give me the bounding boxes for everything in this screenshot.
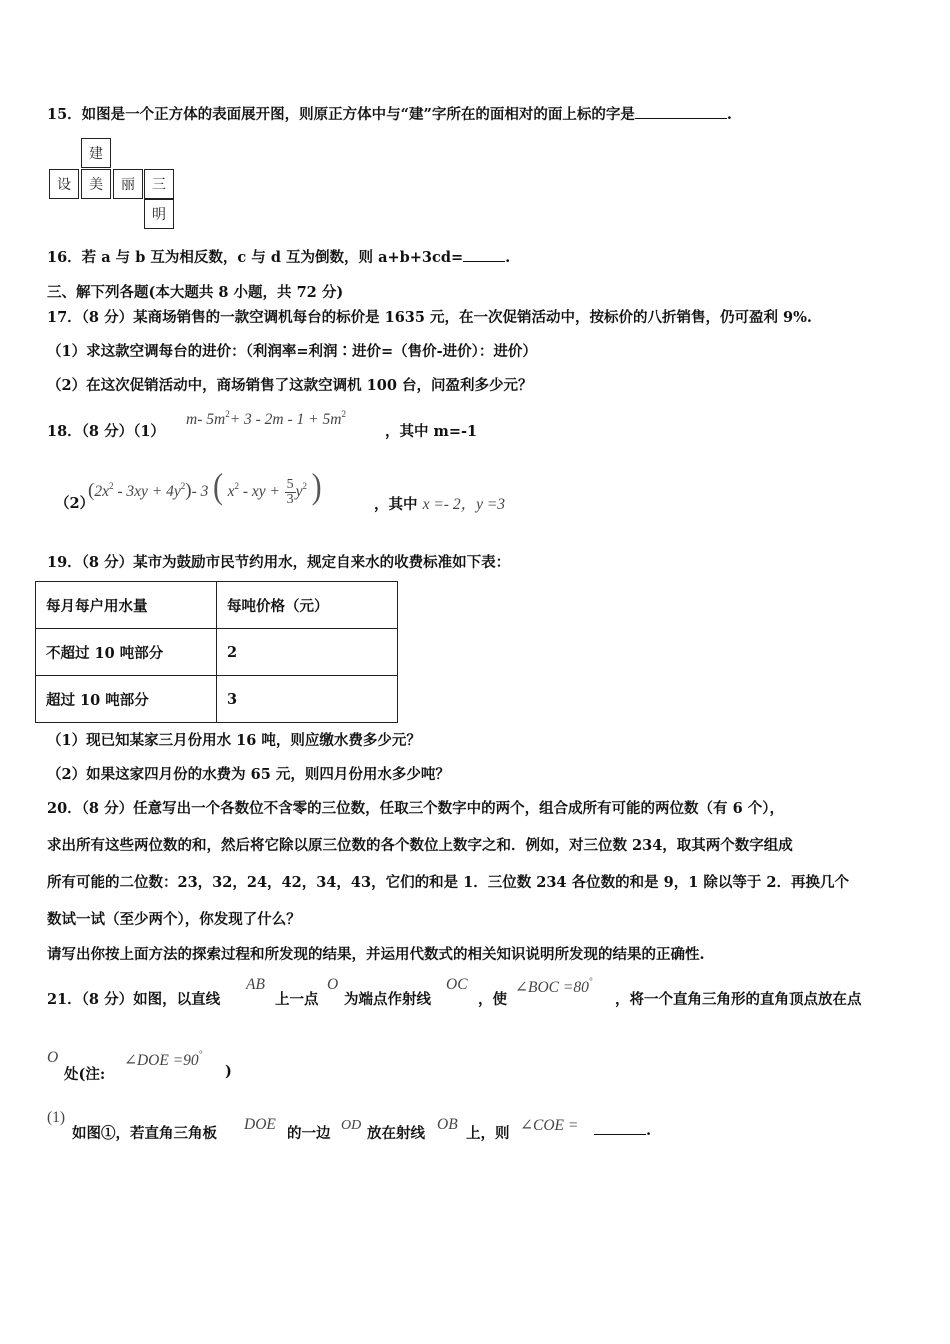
q18-expression-2: $(2x^2 - 3xy + 4y^2)-$ 3 ( $x^2$ - xy + $\frac{5}{3}y^2$ )	[88, 466, 322, 507]
table-cell: 3	[217, 676, 398, 723]
q17-part-2: （2）在这次促销活动中，商场销售了这款空调机 100 台，问盈利多少元？	[47, 377, 533, 394]
q21-angle-BOC: ∠BOC =80°	[515, 976, 593, 996]
q21-sub-number: (1)	[47, 1109, 66, 1126]
q19-part-2: （2）如果这家四月份的水费为 65 元，则四月份用水多少吨？	[47, 766, 450, 783]
q18-expression-1: m- $5m^2+ 3 - 2m - 1 + 5m^2$	[186, 409, 346, 428]
net-cell-san: 三	[144, 169, 174, 199]
net-cell-jian: 建	[81, 138, 111, 168]
table-header-cell: 每吨价格（元）	[217, 582, 398, 629]
q21-stem-a: 21．（8 分）如图，以直线	[47, 991, 221, 1008]
table-cell: 2	[217, 629, 398, 676]
q21-sub-b: 的一边	[287, 1125, 331, 1142]
q21-angle-DOE: ∠DOE =90°	[124, 1049, 203, 1069]
q21-line-AB: AB	[246, 976, 265, 993]
q21-sub-d: 上，则	[466, 1125, 510, 1142]
q20-line-3: 所有可能的二位数：23，32，24，42，34，43，它们的和是 1．三位数 234 各位数的和是 9，1 除以等于 2．再换几个	[47, 874, 849, 891]
table-cell: 不超过 10 吨部分	[36, 629, 217, 676]
q21-point-O-2: O	[47, 1049, 59, 1066]
table-cell: 超过 10 吨部分	[36, 676, 217, 723]
q21-side-OD: OD	[341, 1118, 362, 1133]
q20-line-4: 数试一试（至少两个），你发现了什么？	[47, 911, 301, 928]
q21-sub-a: 如图①，若直角三角板	[72, 1125, 217, 1142]
q20-line-1: 20．（8 分）任意写出一个各数位不含零的三位数，任取三个数字中的两个，组合成所有可能的两位数（有 6 个），	[47, 800, 784, 817]
q21-ray-OB: OB	[437, 1116, 458, 1133]
q19-stem: 19．（8 分）某市为鼓励市民节约用水，规定自来水的收费标准如下表：	[47, 554, 511, 571]
q21-point-O: O	[327, 976, 339, 993]
table-row	[36, 629, 398, 676]
q15-stem: 15．如图是一个正方体的表面展开图，则原正方体中与“建”字所在的面相对的面上标的字是 .	[47, 106, 732, 123]
q20-line-2: 求出所有这些两位数的和，然后将它除以原三位数的各个数位上数字之和．例如，对三位数 234，取其两个数字组成	[47, 837, 793, 854]
q15-answer-blank	[635, 106, 727, 119]
table-header-row	[36, 582, 398, 629]
fraction-5-3: $\frac{5}{3}$	[286, 476, 294, 507]
q21-answer-blank	[594, 1122, 646, 1135]
q21-ray-OC: OC	[446, 976, 468, 993]
q21-stem-d: ，使	[478, 991, 507, 1008]
q18-label: 18．（8 分）（1）	[47, 423, 165, 440]
q18-condition-1: ，其中 m=-1	[385, 423, 478, 440]
q18-label-2: （2）	[55, 495, 95, 512]
q21-stem-e: ，将一个直角三角形的直角顶点放在点	[615, 991, 862, 1008]
q21-triangle-DOE: DOE	[244, 1116, 276, 1133]
table-row	[36, 676, 398, 723]
q21-note-a: 处(注:	[64, 1066, 106, 1083]
q18-condition-2: ，其中 x =- 2，y =3	[374, 496, 506, 513]
section-3-title: 三、解下列各题(本大题共 8 小题，共 72 分)	[47, 284, 344, 301]
q21-angle-COE: ∠COE =	[520, 1117, 579, 1134]
q21-note-b: )	[225, 1063, 232, 1080]
q21-answer: .	[594, 1122, 651, 1139]
q21-stem-c: 为端点作射线	[344, 991, 431, 1008]
q16-answer-blank	[463, 249, 505, 262]
net-cell-li: 丽	[113, 169, 143, 199]
q17-stem: 17．（8 分）某商场销售的一款空调机每台的标价是 1635 元，在一次促销活动中，按标价的八折销售，仍可盈利 9%.	[47, 309, 812, 326]
q20-line-5: 请写出你按上面方法的探索过程和所发现的结果，并运用代数式的相关知识说明所发现的结果的正确性.	[47, 946, 705, 963]
q17-part-1: （1）求这款空调每台的进价：（利润率=利润∶进价=（售价-进价）：进价）	[47, 343, 537, 360]
water-fee-table	[35, 581, 398, 723]
q16-stem: 16．若 a 与 b 互为相反数，c 与 d 互为倒数，则 a+b+3cd= .	[47, 249, 511, 266]
net-cell-ming: 明	[144, 199, 174, 229]
table-header-cell: 每月每户用水量	[36, 582, 217, 629]
net-cell-mei: 美	[81, 169, 111, 199]
net-cell-she: 设	[49, 169, 79, 199]
q21-sub-c: 放在射线	[367, 1125, 425, 1142]
q19-part-1: （1）现已知某家三月份用水 16 吨，则应缴水费多少元？	[47, 732, 421, 749]
q21-stem-b: 上一点	[275, 991, 319, 1008]
